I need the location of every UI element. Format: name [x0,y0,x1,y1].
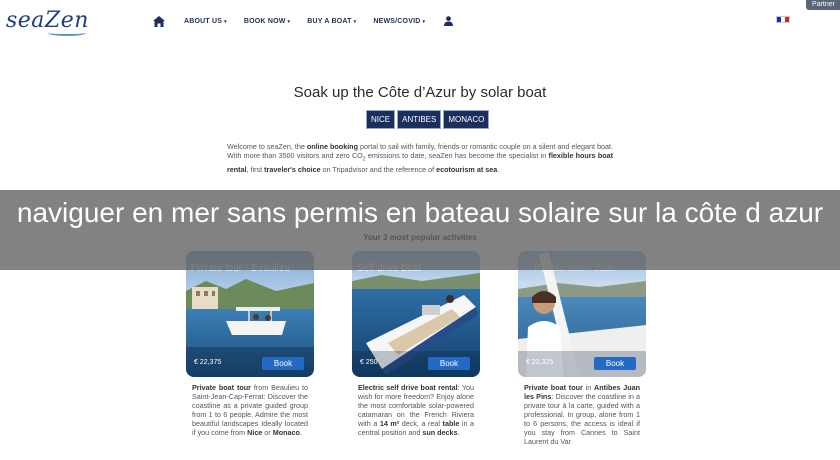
overlay-banner: naviguer en mer sans permis en bateau solaire sur la côte d azur [0,190,840,270]
home-icon[interactable] [150,14,168,28]
nav-about-us[interactable]: ABOUT US ▾ [184,17,227,25]
card-price: € 22,375 [194,359,222,366]
site-logo[interactable]: seaZen [6,8,89,33]
book-button-beaulieu[interactable]: Book [262,357,304,370]
chevron-down-icon: ▾ [353,18,357,25]
nav-news-covid[interactable]: NEWS/COVID ▾ [373,17,426,25]
chevron-down-icon: ▾ [422,18,426,25]
chevron-down-icon: ▾ [224,18,227,25]
card-description-beaulieu: Private boat tour from Beaulieu to Saint-Jean-Cap-Ferrat: Discover the coastline as a private guided group from 1 to 6 people. Admire the most beautiful landscapes Ideally located if you come from Nice or Monaco. [192,383,308,437]
book-button-juan[interactable]: Book [594,357,636,370]
city-tag-nice[interactable]: NICE [367,111,394,128]
nav-book-now[interactable]: BOOK NOW ▾ [243,17,291,25]
intro-paragraph: Welcome to seaZen, the online booking portal to sail with family, friends or romantic couple on a silent and elegant boat. With more than 3500 visitors and zero $CO_2$ emissions to date, seaZen has become the specialist in flexible hours boat rental, first traveler's choice on Tripadvisor and the reference of ecotourism at sea. [227,142,614,175]
card-price: € 22,325 [526,359,554,366]
city-tags [367,111,488,128]
logo-swoosh [48,30,86,36]
card-description-self-drive: Electric self drive boat rental: You wish for more freedom? Enjoy alone the most comfortable solar-powered catamaran on the French Riviera with a 14 m² deck, a real table in a central position and sun decks. [358,383,475,437]
card-description-juan: Private boat tour in Antibes Juan les Pins: Discover the coastline in a private tour à la carte, guided with a professional. In group, alone from 1 to 6 persons, the access is ideal if you stay from Cannes to Saint Laurent du Var [524,383,640,446]
flag-icon[interactable] [776,16,790,23]
page-title: Soak up the Côte d’Azur by solar boat [293,84,547,101]
book-button-self-drive[interactable]: Book [428,357,470,370]
chevron-down-icon: ▾ [287,18,291,25]
city-tag-monaco[interactable]: MONACO [444,111,488,128]
user-icon[interactable] [442,15,454,27]
partner-tab[interactable]: Partner [806,0,840,10]
header [0,0,840,44]
main-nav [150,13,454,29]
city-tag-antibes[interactable]: ANTIBES [398,111,440,128]
card-price: € 250 [360,359,378,366]
nav-buy-a-boat[interactable]: BUY A BOAT ▾ [307,17,357,25]
